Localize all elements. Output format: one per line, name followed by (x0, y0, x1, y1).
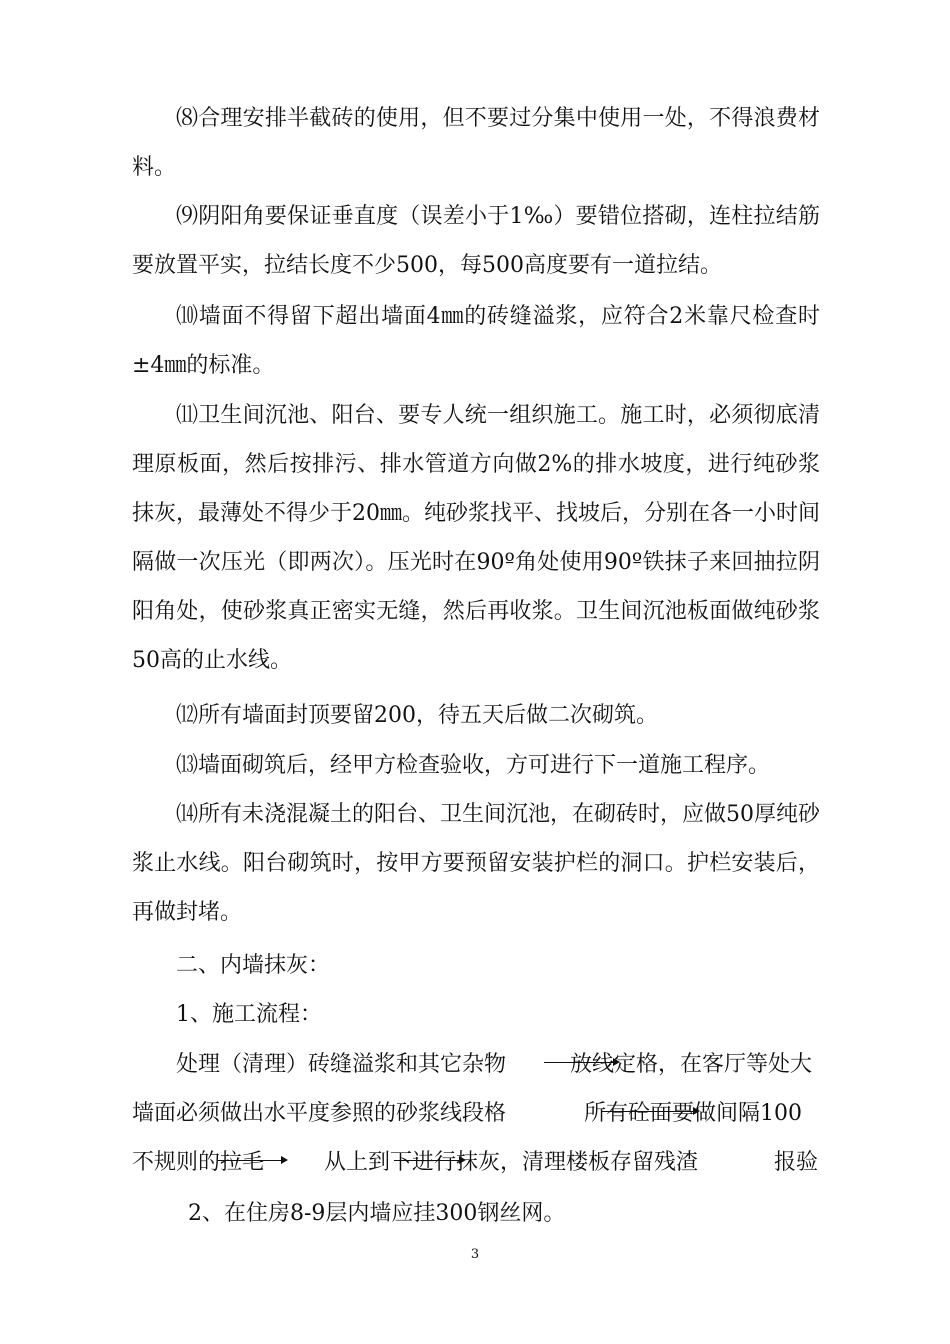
flow-arrow-1 (544, 1062, 614, 1063)
flow-step-plaster: 从上到下进行抹灰，清理楼板存留残渣 (324, 1150, 699, 1175)
paragraph-11: ⑾卫生间沉池、阳台、要专人统一组织施工。施工时，必须彻底清理原板面，然后按排污、排水管道方向做2%的排水坡度，进行纯砂浆抹灰，最薄处不得少于20㎜。纯砂浆找平、找坡后，分别在各一小时间隔做一次压光（即两次）。压光时在90º角处使用90º铁抹子来回抽拉阴阳角处，使砂浆真正密实无缝，然后再收浆。卫生间沉池板面做纯砂浆50高的止水线。 (132, 403, 820, 673)
paragraph-13: ⒀墙面砌筑后，经甲方检查验收，方可进行下一道施工程序。 (176, 753, 771, 778)
page-number: 3 (470, 1247, 480, 1262)
flow-step-concrete-surface: 所有砼面要做间隔100 (584, 1101, 802, 1126)
paragraph-9: ⑼阴阳角要保证垂直度（误差小于1‰）要错位搭砌，连柱拉结筋要放置平实，拉结长度不少500，每500高度要有一道拉结。 (132, 204, 820, 278)
paragraph-12: ⑿所有墙面封顶要留200，待五天后做二次砌筑。 (176, 703, 658, 728)
flow-step-clean: 处理（清理）砖缝溢浆和其它杂物 (176, 1052, 507, 1077)
flow-arrow-3 (218, 1160, 282, 1161)
item-2-steel-mesh: 2、在住房8-9层内墙应挂300钢丝网。 (188, 1201, 566, 1226)
flow-heading: 1、施工流程： (176, 1002, 322, 1027)
paragraph-8: ⑻合理安排半截砖的使用，但不要过分集中使用一处，不得浪费材料。 (132, 106, 820, 180)
flow-arrow-2 (602, 1111, 694, 1112)
paragraph-10: ⑽墙面不得留下超出墙面4㎜的砖缝溢浆，应符合2米靠尺检查时±4㎜的标准。 (132, 304, 820, 378)
flow-step-mortar-lines: 墙面必须做出水平度参照的砂浆线段格 (132, 1101, 507, 1126)
flow-step-inspection: 报验 (774, 1150, 819, 1175)
flow-arrow-4 (394, 1160, 460, 1161)
paragraph-14: ⒁所有未浇混凝土的阳台、卫生间沉池，在砌砖时，应做50厚纯砂浆止水线。阳台砌筑时，按甲方要预留安装护栏的洞口。护栏安装后，再做封堵。 (132, 802, 820, 925)
section-heading-interior-plaster: 二、内墙抹灰： (176, 953, 331, 978)
flow-step-roughen: 不规则的拉毛 (132, 1150, 265, 1175)
flow-step-layout: 放线定格，在客厅等处大 (570, 1052, 813, 1077)
